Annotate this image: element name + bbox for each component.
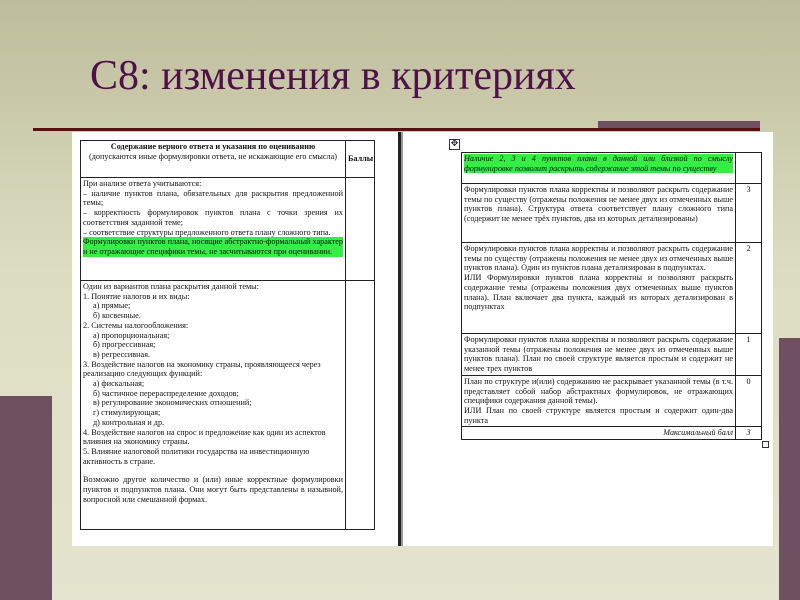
score-row-text: Формулировки пунктов плана корректны и позволяют раскрыть содержание темы по существу (отражены положения не менее двух из отмеченных выше пунктов плана). Структура ответа соответствует плану сложного типа (содержит не менее трёх пунктов, два из которых детализированы) (464, 185, 733, 224)
plan-line: б) косвенные. (93, 311, 141, 321)
plan-line: в) регулирование экономических отношений; (93, 398, 252, 408)
score-row-1 (462, 334, 762, 376)
score-row-text: Формулировки пунктов плана корректны и позволяют раскрыть содержание указанной темы (отражены положения не менее двух из отмеченных выше пунктов плана). План по своей структуре является простым и содержит не менее трех пунктов (464, 335, 733, 374)
criteria-line: – корректность формулировок пунктов плана с точки зрения их соответствия заданной теме; (83, 208, 343, 227)
note-row (462, 153, 762, 184)
plan-cell (81, 281, 346, 530)
plan-line: а) прямые; (93, 301, 131, 311)
score-row-text-cell (462, 184, 736, 243)
criteria-score-cell (346, 178, 375, 281)
score-row-value-cell (736, 375, 762, 427)
right-accent-band (779, 338, 800, 600)
plan-list (83, 282, 343, 466)
criteria-line: При анализе ответа учитываются: (83, 179, 202, 188)
score-row-text: Формулировки пунктов плана корректны и позволяют раскрыть содержание темы по существу (отражены положения не менее двух из отмеченных выше пунктов плана). Один из пунктов плана детализирован в подпунктах. ИЛИ Формулировки пунктов плана корректны и позволяют раскрыть содержание темы (отражены положения двух отмеченных выше пунктов плана). План включает два пункта, каждый из которых детализирован в подпунктах (464, 244, 733, 312)
plan-line: б) частичное перераспределение доходов; (93, 388, 239, 398)
plan-line: Один из вариантов плана раскрытия данной темы: (83, 282, 259, 291)
max-score-label: Максимальный балл (663, 428, 733, 438)
score-row-value-cell (736, 184, 762, 243)
criteria-highlight: Формулировки пунктов плана, носящие абстрактно-формальный характер и не отражающие специфики темы, не засчитываются при оценивании. (83, 237, 343, 256)
left-criteria-table (80, 140, 375, 530)
left-accent-band (0, 396, 52, 600)
plan-line: 1. Понятие налогов и их виды: (83, 291, 190, 301)
score-row-value-cell (736, 334, 762, 376)
max-score-value: 3 (746, 428, 751, 438)
table-header-row (81, 141, 375, 178)
plan-line: 4. Воздействие налогов на спрос и предложение как один из аспектов влияния на экономику страны. (83, 427, 326, 447)
header-score-label: Баллы (348, 154, 374, 164)
plan-line: б) прогрессивная; (93, 340, 156, 350)
plan-line: а) фискальная; (93, 379, 145, 389)
max-score-value-cell (736, 427, 762, 440)
right-criteria-table (461, 152, 762, 440)
score-row-value: 1 (746, 335, 751, 344)
right-criteria-table-wrapper (461, 152, 762, 440)
note-score-cell (736, 153, 762, 184)
score-row-text: План по структуре и(или) содержанию не раскрывает указанной темы (в т.ч. представляет собой набор абстрактных формулировок, не отражающих специфики содержания данной темы). ИЛИ План по своей структуре является простым и содержит один-два пункта (464, 376, 733, 425)
plan-line: а) пропорциональная; (93, 330, 170, 340)
plan-line: 3. Воздействие налогов на экономику страны, проявляющееся через реализацию следующих функций: (83, 359, 321, 379)
plan-footer: Возможно другое количество и (или) иные корректные формулировки пунктов и подпунктов плана. Они могут быть представлены в назывной, вопросной или смешанной формах. (83, 475, 343, 504)
max-score-row (462, 427, 762, 440)
criteria-line: – наличие пунктов плана, обязательных для раскрытия предложенной темы; (83, 188, 343, 208)
resize-square-icon[interactable] (762, 441, 769, 448)
header-note: (допускаются иные формулировки ответа, не искажающие его смысла) (89, 151, 337, 161)
note-cell (462, 153, 736, 184)
score-row-2 (462, 243, 762, 334)
header-content-cell (81, 141, 346, 178)
score-row-text-cell (462, 334, 736, 376)
header-score-cell (346, 141, 375, 178)
max-score-label-cell (462, 427, 736, 440)
score-row-value: 0 (746, 376, 751, 386)
plan-line: в) регрессивная. (93, 349, 151, 359)
plan-score-cell (346, 281, 375, 530)
plan-line: д) контрольная и др. (93, 417, 165, 427)
score-row-3 (462, 184, 762, 243)
plan-line: 5. Влияние налоговой политики государства на инвестиционную активность в стране. (83, 446, 310, 466)
score-row-text-cell (462, 243, 736, 334)
score-row-value: 3 (746, 185, 751, 194)
header-content-label: Содержание верного ответа и указания по оцениванию (110, 142, 316, 151)
title-underline (33, 128, 760, 131)
plan-line: г) стимулирующая; (93, 408, 161, 418)
score-row-0 (462, 375, 762, 427)
criteria-line: – соответствие структуры предложенного ответа плану сложного типа. (83, 227, 331, 237)
criteria-cell (81, 178, 346, 281)
plan-line: 2. Системы налогообложения: (83, 320, 189, 330)
score-row-value: 2 (746, 244, 751, 253)
plan-row (81, 281, 375, 530)
note-highlight: Наличие 2, 3 и 4 пунктов плана в данной или близкой по смыслу формулировке позволит раскрыть содержание этой темы по существу (464, 154, 733, 173)
score-row-text-cell (462, 375, 736, 427)
criteria-row (81, 178, 375, 281)
move-cross-icon[interactable]: ✥ (450, 139, 459, 149)
left-criteria-table-wrapper (80, 140, 375, 530)
score-row-value-cell (736, 243, 762, 334)
slide-title: С8: изменения в критериях (90, 53, 576, 99)
